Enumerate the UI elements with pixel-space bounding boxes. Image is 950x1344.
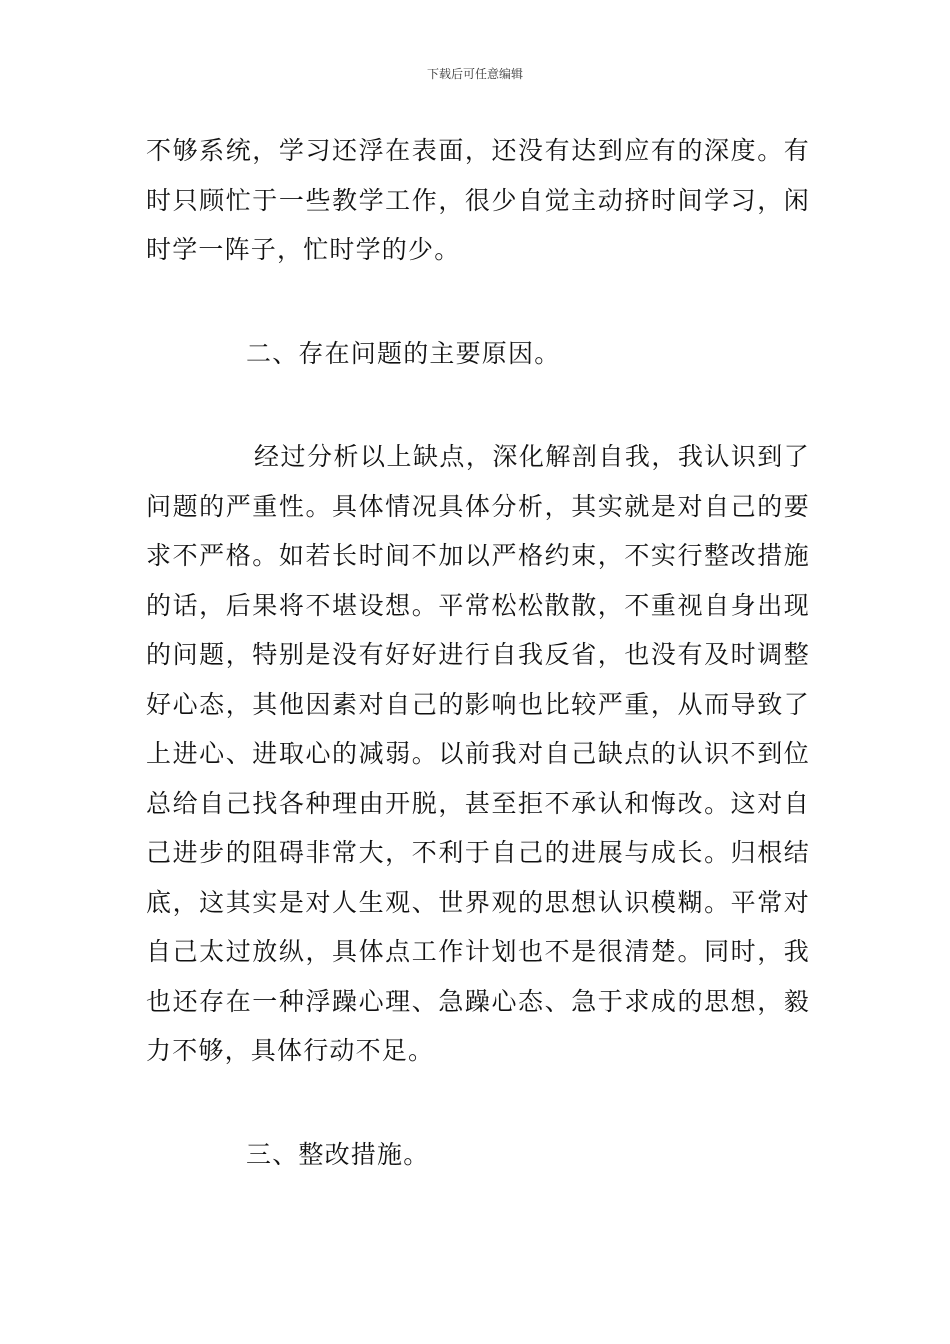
page-header: 下载后可任意编辑 bbox=[426, 67, 523, 81]
document-body bbox=[146, 126, 810, 1179]
paragraph-study-shortcomings: 不够系统，学习还浮在表面，还没有达到应有的深度。有时只顾忙于一些教学工作，很少自觉主动挤时间学习，闲时学一阵子，忙时学的少。 bbox=[146, 136, 810, 264]
paragraph-cause-analysis: 经过分析以上缺点，深化解剖自我，我认识到了问题的严重性。具体情况具体分析，其实就是对自己的要求不严格。如若长时间不加以严格约束，不实行整改措施的话，后果将不堪设想。平常松松散散，不重视自身出现的问题，特别是没有好好进行自我反省，也没有及时调整好心态，其他因素对自己的影响也比较严重，从而导致了上进心、进取心的减弱。以前我对自己缺点的认识不到位总给自己找各种理由开脱，甚至拒不承认和悔改。这对自己进步的阻碍非常大，不利于自己的进展与成长。归根结底，这其实是对人生观、世界观的思想认识模糊。平常对自己太过放纵，具体点工作计划也不是很清楚。同时，我也还存在一种浮躁心理、急躁心态、急于求成的思想，毅力不够，具体行动不足。 bbox=[146, 442, 810, 1065]
section-heading-rectification-measures: 三、整改措施。 bbox=[246, 1139, 430, 1169]
section-heading-main-causes: 二、存在问题的主要原因。 bbox=[246, 338, 561, 368]
